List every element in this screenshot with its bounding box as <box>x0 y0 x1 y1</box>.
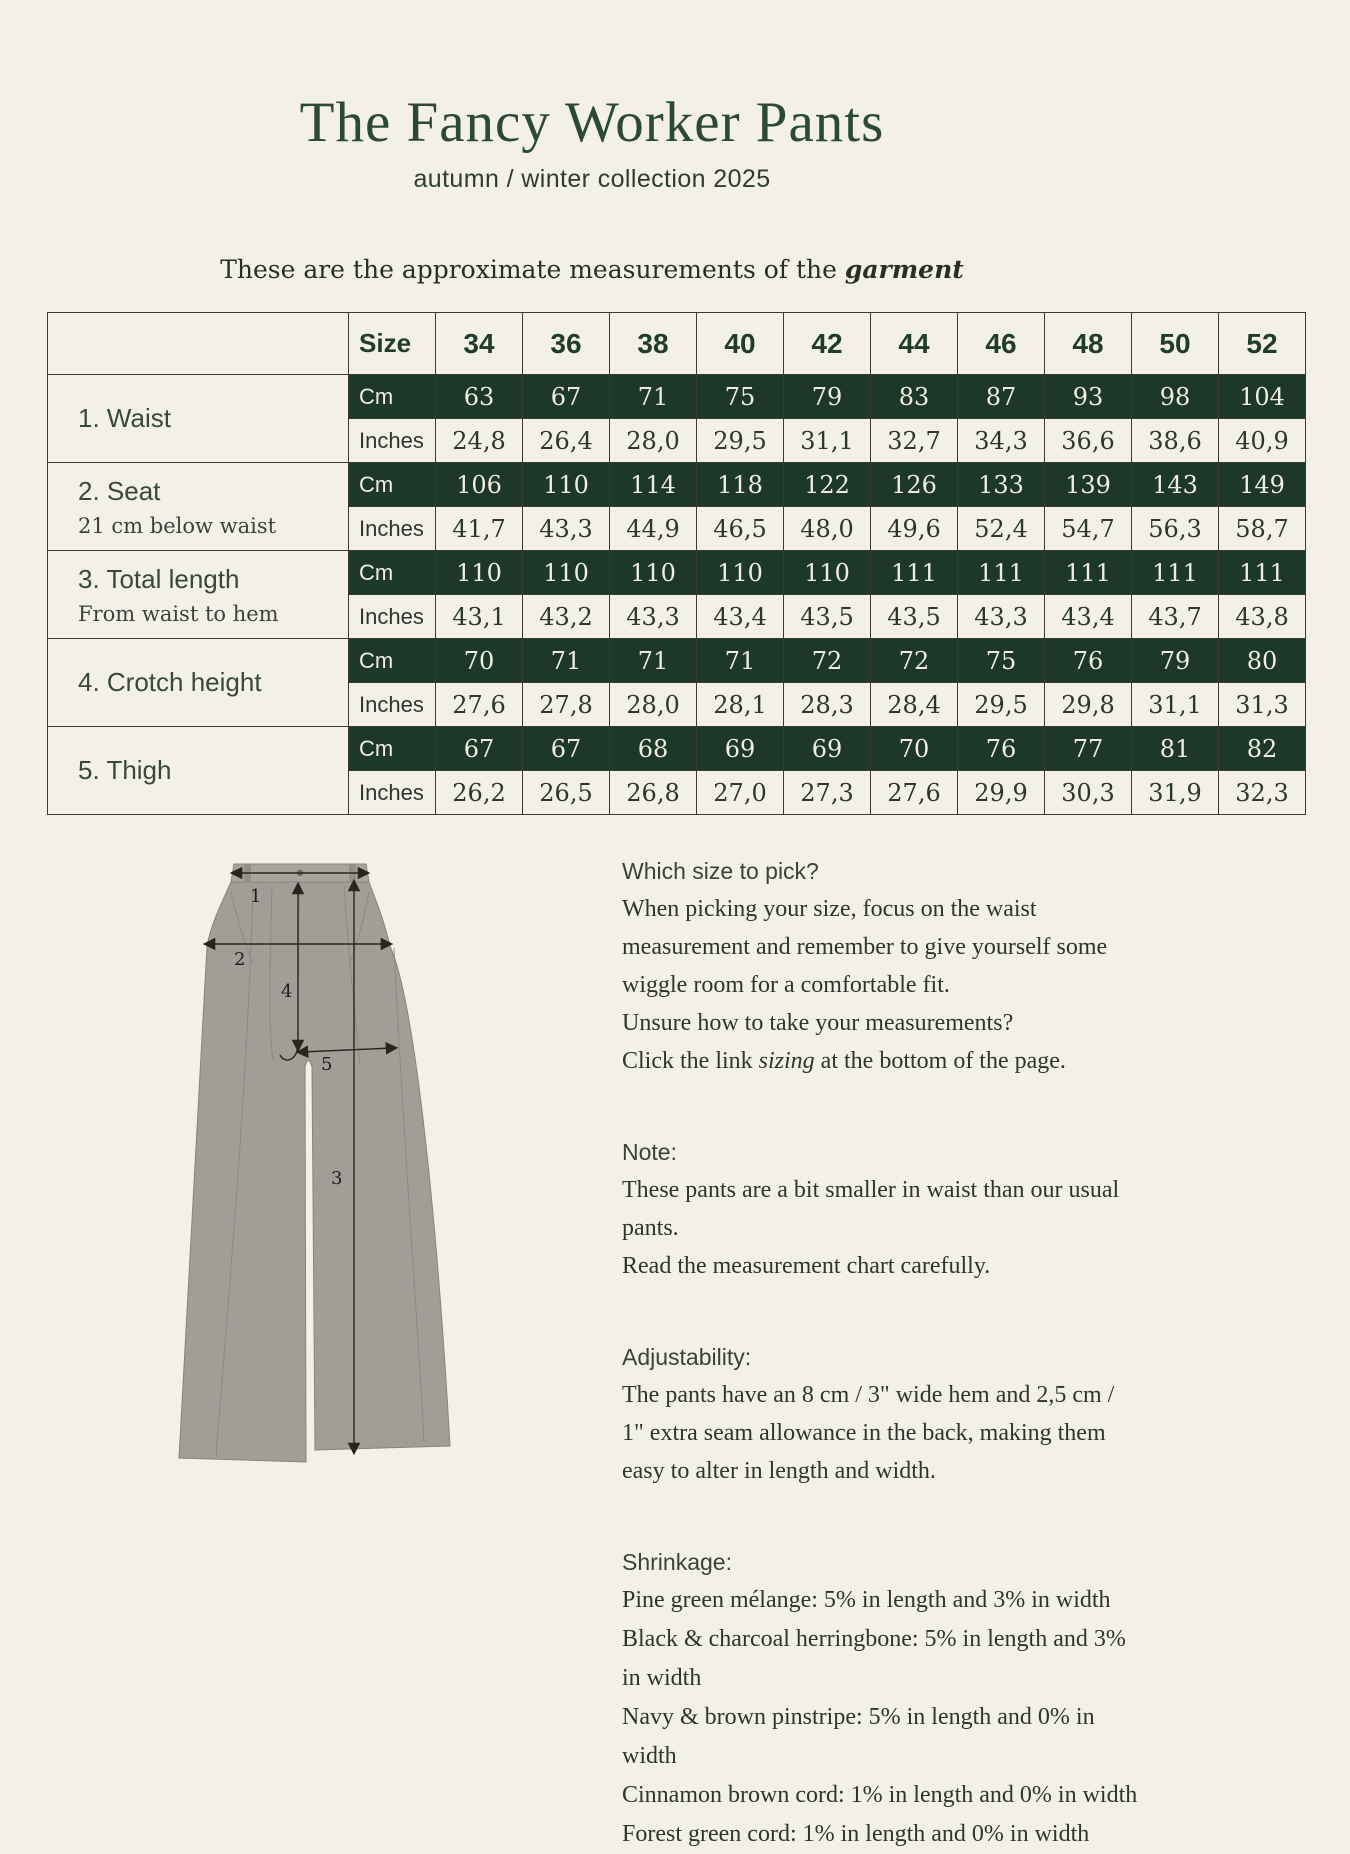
unit-cell-cm: Cm <box>349 551 436 595</box>
size-table-grid <box>47 312 1306 815</box>
value-cell-inches: 27,0 <box>697 771 784 815</box>
value-cell-cm: 71 <box>610 375 697 419</box>
value-cell-inches: 29,8 <box>1045 683 1132 727</box>
value-cell-inches: 30,3 <box>1045 771 1132 815</box>
value-cell-inches: 27,3 <box>784 771 871 815</box>
value-cell-cm: 80 <box>1219 639 1306 683</box>
value-cell-cm: 111 <box>1132 551 1219 595</box>
unit-cell-cm: Cm <box>349 639 436 683</box>
value-cell-inches: 28,3 <box>784 683 871 727</box>
value-cell-inches: 31,9 <box>1132 771 1219 815</box>
value-cell-inches: 43,1 <box>436 595 523 639</box>
size-column-header: Size <box>349 313 436 375</box>
value-cell-cm: 93 <box>1045 375 1132 419</box>
row-sublabel-text: 21 cm below waist <box>78 513 277 538</box>
value-cell-inches: 43,4 <box>1045 595 1132 639</box>
which-size-heading: Which size to pick? <box>622 858 819 884</box>
sizing-link-prefix: Click the link <box>622 1048 759 1074</box>
value-cell-cm: 68 <box>610 727 697 771</box>
intro-line <box>0 255 1184 284</box>
value-cell-cm: 98 <box>1132 375 1219 419</box>
size-header-36: 36 <box>523 313 610 375</box>
value-cell-cm: 63 <box>436 375 523 419</box>
pants-shape <box>179 864 450 1462</box>
value-cell-cm: 76 <box>958 727 1045 771</box>
value-cell-inches: 43,2 <box>523 595 610 639</box>
value-cell-cm: 72 <box>871 639 958 683</box>
value-cell-cm: 75 <box>697 375 784 419</box>
value-cell-cm: 82 <box>1219 727 1306 771</box>
size-table <box>47 312 1306 815</box>
value-cell-inches: 28,0 <box>610 683 697 727</box>
value-cell-inches: 36,6 <box>1045 419 1132 463</box>
value-cell-inches: 43,3 <box>610 595 697 639</box>
thigh-number-label: 5 <box>321 1054 333 1075</box>
unit-cell-inches: Inches <box>349 419 436 463</box>
value-cell-cm: 110 <box>436 551 523 595</box>
page-subtitle: autumn / winter collection 2025 <box>413 164 771 193</box>
value-cell-inches: 27,8 <box>523 683 610 727</box>
value-cell-cm: 79 <box>784 375 871 419</box>
size-header-48: 48 <box>1045 313 1132 375</box>
value-cell-inches: 43,4 <box>697 595 784 639</box>
unit-cell-inches: Inches <box>349 507 436 551</box>
measure-question: Unsure how to take your measurements? <box>622 1010 1014 1036</box>
value-cell-inches: 26,2 <box>436 771 523 815</box>
adjustability-paragraph: The pants have an 8 cm / 3" wide hem and 2,5 cm / 1" extra seam allowance in the back, making them easy to alter in length and width. <box>622 1382 1115 1484</box>
value-cell-cm: 139 <box>1045 463 1132 507</box>
size-header-40: 40 <box>697 313 784 375</box>
value-cell-cm: 67 <box>523 727 610 771</box>
size-table-body <box>48 375 1306 815</box>
value-cell-inches: 43,3 <box>523 507 610 551</box>
value-cell-cm: 71 <box>610 639 697 683</box>
note-line: Read the measurement chart carefully. <box>622 1253 991 1279</box>
row-label-text: 5. Thigh <box>78 755 172 785</box>
value-cell-cm: 114 <box>610 463 697 507</box>
row-label <box>48 375 349 463</box>
value-cell-cm: 143 <box>1132 463 1219 507</box>
value-cell-inches: 43,5 <box>784 595 871 639</box>
which-size-paragraph: When picking your size, focus on the waist measurement and remember to give yourself some wiggle room for a comfortable fit. <box>622 896 1108 998</box>
value-cell-cm: 110 <box>784 551 871 595</box>
value-cell-inches: 58,7 <box>1219 507 1306 551</box>
shrinkage-block <box>622 1543 1138 1854</box>
value-cell-cm: 111 <box>1219 551 1306 595</box>
adjustability-block <box>622 1338 1138 1490</box>
value-cell-cm: 83 <box>871 375 958 419</box>
value-cell-inches: 26,8 <box>610 771 697 815</box>
value-cell-cm: 71 <box>523 639 610 683</box>
row-label <box>48 727 349 815</box>
value-cell-inches: 28,0 <box>610 419 697 463</box>
size-header-46: 46 <box>958 313 1045 375</box>
value-cell-cm: 67 <box>523 375 610 419</box>
value-cell-inches: 26,5 <box>523 771 610 815</box>
size-header-52: 52 <box>1219 313 1306 375</box>
page-title: The Fancy Worker Pants <box>299 91 885 154</box>
row-label-text: 2. Seat <box>78 475 161 506</box>
value-cell-inches: 43,8 <box>1219 595 1306 639</box>
waist-number-label: 1 <box>250 886 262 907</box>
value-cell-cm: 106 <box>436 463 523 507</box>
shrinkage-line: Forest green cord: 1% in length and 0% in width <box>622 1821 1090 1847</box>
row-label <box>48 551 349 639</box>
value-cell-inches: 52,4 <box>958 507 1045 551</box>
value-cell-cm: 110 <box>697 551 784 595</box>
value-cell-inches: 43,3 <box>958 595 1045 639</box>
value-cell-cm: 126 <box>871 463 958 507</box>
value-cell-inches: 46,5 <box>697 507 784 551</box>
unit-cell-inches: Inches <box>349 595 436 639</box>
value-cell-cm: 67 <box>436 727 523 771</box>
value-cell-cm: 111 <box>1045 551 1132 595</box>
value-cell-cm: 70 <box>436 639 523 683</box>
which-size-block <box>622 852 1138 1080</box>
row-sublabel-text: From waist to hem <box>78 601 279 626</box>
row-label-text: 1. Waist <box>78 403 171 433</box>
value-cell-inches: 29,5 <box>697 419 784 463</box>
value-cell-inches: 54,7 <box>1045 507 1132 551</box>
value-cell-cm: 110 <box>610 551 697 595</box>
value-cell-cm: 81 <box>1132 727 1219 771</box>
page-header <box>0 92 1184 194</box>
value-cell-cm: 69 <box>697 727 784 771</box>
value-cell-cm: 122 <box>784 463 871 507</box>
unit-cell-cm: Cm <box>349 375 436 419</box>
shrinkage-line: Black & charcoal herringbone: 5% in length and 3% in width <box>622 1626 1126 1691</box>
unit-cell-inches: Inches <box>349 771 436 815</box>
pants-illustration <box>168 852 478 1502</box>
value-cell-inches: 38,6 <box>1132 419 1219 463</box>
size-table-head <box>48 313 1306 375</box>
value-cell-inches: 27,6 <box>436 683 523 727</box>
shrinkage-line: Navy & brown pinstripe: 5% in length and 0% in width <box>622 1704 1095 1769</box>
value-cell-cm: 104 <box>1219 375 1306 419</box>
info-column <box>622 852 1138 1854</box>
crotch-number-label: 4 <box>281 981 293 1002</box>
value-cell-inches: 40,9 <box>1219 419 1306 463</box>
value-cell-cm: 76 <box>1045 639 1132 683</box>
value-cell-cm: 111 <box>871 551 958 595</box>
size-header-42: 42 <box>784 313 871 375</box>
value-cell-inches: 31,3 <box>1219 683 1306 727</box>
shrinkage-line: Cinnamon brown cord: 1% in length and 0% in width <box>622 1782 1138 1808</box>
sizing-link-line <box>622 1042 1138 1080</box>
value-cell-inches: 29,5 <box>958 683 1045 727</box>
value-cell-inches: 26,4 <box>523 419 610 463</box>
value-cell-cm: 72 <box>784 639 871 683</box>
value-cell-cm: 133 <box>958 463 1045 507</box>
size-header-34: 34 <box>436 313 523 375</box>
value-cell-inches: 31,1 <box>1132 683 1219 727</box>
note-heading: Note: <box>622 1139 677 1165</box>
value-cell-cm: 118 <box>697 463 784 507</box>
value-cell-inches: 28,4 <box>871 683 958 727</box>
value-cell-cm: 110 <box>523 551 610 595</box>
table-corner-cell <box>48 313 349 375</box>
value-cell-inches: 27,6 <box>871 771 958 815</box>
value-cell-cm: 70 <box>871 727 958 771</box>
value-cell-cm: 71 <box>697 639 784 683</box>
value-cell-inches: 41,7 <box>436 507 523 551</box>
unit-cell-cm: Cm <box>349 463 436 507</box>
note-block <box>622 1133 1138 1285</box>
value-cell-cm: 111 <box>958 551 1045 595</box>
value-cell-inches: 56,3 <box>1132 507 1219 551</box>
value-cell-inches: 44,9 <box>610 507 697 551</box>
value-cell-inches: 34,3 <box>958 419 1045 463</box>
size-header-38: 38 <box>610 313 697 375</box>
value-cell-cm: 75 <box>958 639 1045 683</box>
value-cell-inches: 32,7 <box>871 419 958 463</box>
value-cell-cm: 110 <box>523 463 610 507</box>
row-label <box>48 463 349 551</box>
value-cell-inches: 43,7 <box>1132 595 1219 639</box>
value-cell-cm: 77 <box>1045 727 1132 771</box>
value-cell-inches: 43,5 <box>871 595 958 639</box>
row-label <box>48 639 349 727</box>
value-cell-inches: 29,9 <box>958 771 1045 815</box>
value-cell-cm: 79 <box>1132 639 1219 683</box>
row-label-text: 4. Crotch height <box>78 667 262 697</box>
intro-text: These are the approximate measurements of the <box>220 255 845 284</box>
shrinkage-line: Pine green mélange: 5% in length and 3% in width <box>622 1587 1111 1613</box>
row-label-text: 3. Total length <box>78 563 240 594</box>
intro-emphasis: garment <box>844 255 964 284</box>
sizing-link[interactable]: sizing <box>758 1048 815 1074</box>
sizing-link-suffix: at the bottom of the page. <box>814 1048 1066 1074</box>
adjustability-heading: Adjustability: <box>622 1344 752 1370</box>
value-cell-cm: 69 <box>784 727 871 771</box>
size-header-50: 50 <box>1132 313 1219 375</box>
value-cell-inches: 32,3 <box>1219 771 1306 815</box>
value-cell-inches: 49,6 <box>871 507 958 551</box>
pants-measurement-figure <box>168 852 478 1502</box>
value-cell-inches: 28,1 <box>697 683 784 727</box>
note-line: These pants are a bit smaller in waist than our usual pants. <box>622 1177 1120 1241</box>
value-cell-inches: 24,8 <box>436 419 523 463</box>
size-header-44: 44 <box>871 313 958 375</box>
unit-cell-cm: Cm <box>349 727 436 771</box>
shrinkage-heading: Shrinkage: <box>622 1549 732 1575</box>
seat-number-label: 2 <box>234 949 246 970</box>
value-cell-inches: 48,0 <box>784 507 871 551</box>
value-cell-cm: 149 <box>1219 463 1306 507</box>
value-cell-cm: 87 <box>958 375 1045 419</box>
length-number-label: 3 <box>331 1168 343 1189</box>
value-cell-inches: 31,1 <box>784 419 871 463</box>
unit-cell-inches: Inches <box>349 683 436 727</box>
